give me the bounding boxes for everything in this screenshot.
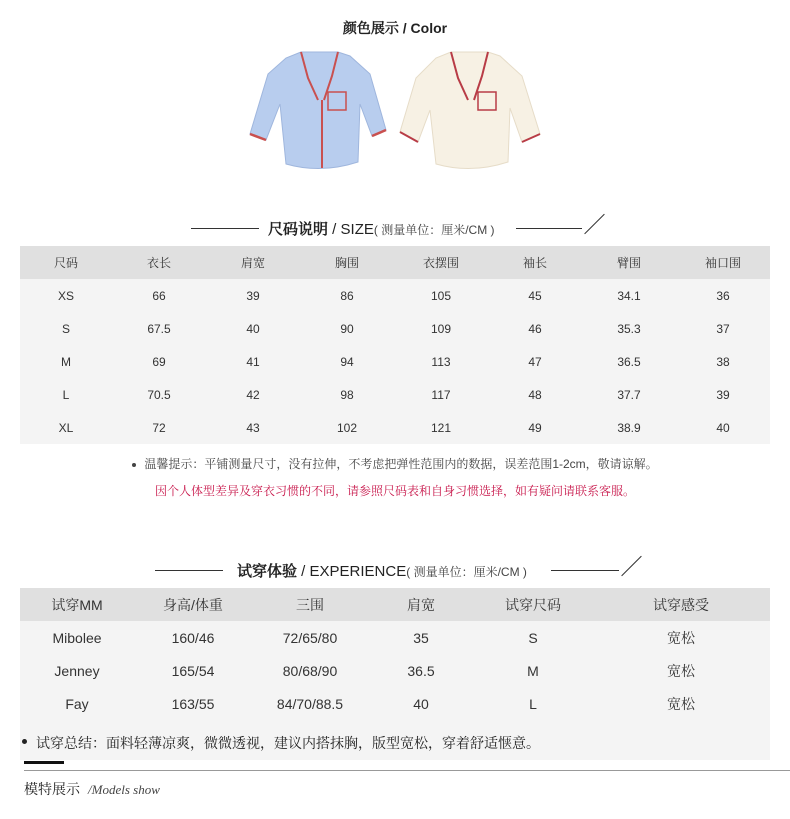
table-cell: 40: [413, 695, 429, 712]
table-cell: 35.3: [617, 321, 641, 336]
table-cell: 86: [340, 288, 354, 303]
column-header: 衣长: [112, 246, 206, 279]
size-section-title: 尺码说明 / SIZE( 测量单位：厘米/CM ): [268, 221, 495, 238]
table-cell: 宽松: [667, 695, 695, 712]
table-cell: Mibolee: [52, 629, 102, 646]
column-header: 袖长: [488, 246, 582, 279]
table-cell: 98: [340, 387, 354, 402]
table-cell: 38: [716, 354, 730, 369]
table-cell: 66: [152, 288, 166, 303]
table-cell: 37: [716, 321, 730, 336]
table-cell: XS: [57, 288, 74, 303]
column-header: 衣摆围: [394, 246, 488, 279]
experience-section-header: [0, 556, 790, 586]
table-cell: 47: [528, 354, 542, 369]
table-cell: 165/54: [171, 662, 215, 679]
header-slash: [621, 556, 642, 577]
table-cell: 43: [246, 420, 260, 435]
table-row: [20, 279, 770, 312]
table-cell: 39: [246, 288, 260, 303]
table-row: [20, 654, 770, 687]
header-slash: [584, 214, 605, 235]
table-cell: 72: [152, 420, 166, 435]
table-cell: 84/70/88.5: [276, 695, 344, 712]
column-header: 臂围: [582, 246, 676, 279]
column-header: 肩宽: [206, 246, 300, 279]
experience-table: [20, 588, 770, 720]
table-cell: 160/46: [171, 629, 215, 646]
column-header: 试穿MM: [20, 588, 134, 621]
table-cell: 42: [246, 387, 260, 402]
table-cell: 45: [528, 288, 542, 303]
experience-section-title: 试穿体验 / EXPERIENCE( 测量单位：厘米/CM ): [237, 563, 527, 580]
table-cell: 94: [340, 354, 354, 369]
header-line-right: [551, 570, 619, 571]
table-cell: 80/68/90: [282, 662, 338, 679]
table-cell: 40: [246, 321, 260, 336]
table-cell: M: [61, 354, 71, 369]
table-cell: 宽松: [667, 662, 695, 679]
table-cell: 36: [716, 288, 730, 303]
column-header: 胸围: [300, 246, 394, 279]
table-cell: 34.1: [617, 288, 641, 303]
column-header: 肩宽: [368, 588, 474, 621]
size-tip: 温馨提示：平铺测量尺寸，没有拉伸，不考虑把弹性范围内的数据，误差范围1-2cm，敬请谅解。: [0, 455, 790, 472]
table-cell: 67.5: [147, 321, 171, 336]
header-line-left: [155, 570, 223, 571]
column-header: 三围: [252, 588, 368, 621]
table-cell: L: [529, 695, 537, 712]
experience-summary: 试穿总结：面料轻薄凉爽，微微透视，建议内搭抹胸，版型宽松，穿着舒适惬意。: [20, 720, 770, 760]
header-line-right: [516, 228, 582, 229]
table-cell: XL: [58, 420, 74, 435]
table-cell: 36.5: [617, 354, 641, 369]
size-table: [20, 246, 770, 444]
table-cell: 36.5: [407, 662, 435, 679]
table-cell: 宽松: [667, 629, 695, 646]
table-row: [20, 621, 770, 654]
table-cell: Fay: [65, 695, 89, 712]
models-section-title: 模特展示 /Models show: [24, 781, 160, 797]
table-cell: 70.5: [147, 387, 171, 402]
column-header: 袖口围: [676, 246, 770, 279]
blue-shirt-body: [250, 52, 386, 169]
table-cell: 90: [340, 321, 354, 336]
table-cell: 105: [430, 288, 452, 303]
table-row: [20, 312, 770, 345]
table-cell: 69: [152, 354, 166, 369]
table-cell: 37.7: [617, 387, 641, 402]
table-cell: 35: [413, 629, 429, 646]
table-cell: S: [61, 321, 70, 336]
table-cell: 102: [336, 420, 358, 435]
bullet-icon: [22, 739, 27, 744]
table-cell: M: [527, 662, 539, 679]
table-cell: 109: [430, 321, 452, 336]
table-row: [20, 378, 770, 411]
column-header: 身高/体重: [134, 588, 252, 621]
size-table-header-row: [20, 246, 770, 279]
models-accent-bar: [24, 761, 64, 764]
table-cell: 48: [528, 387, 542, 402]
table-row: [20, 687, 770, 720]
size-section-header: [0, 214, 790, 244]
table-cell: 46: [528, 321, 542, 336]
table-row: [20, 411, 770, 444]
table-cell: L: [62, 387, 70, 402]
column-header: 试穿尺码: [474, 588, 592, 621]
table-cell: 117: [431, 387, 451, 402]
column-header: 尺码: [20, 246, 112, 279]
column-header: 试穿感受: [592, 588, 770, 621]
table-row: [20, 345, 770, 378]
table-cell: 113: [431, 354, 451, 369]
blue-shirt-image: [246, 44, 396, 179]
table-cell: 121: [430, 420, 452, 435]
models-divider: [24, 770, 790, 771]
white-shirt-image: [396, 44, 546, 179]
table-cell: 49: [528, 420, 542, 435]
color-section-title: 颜色展示 / Color: [342, 20, 448, 36]
table-cell: Jenney: [54, 662, 100, 679]
table-cell: S: [528, 629, 538, 646]
table-cell: 39: [716, 387, 730, 402]
white-shirt-body: [400, 52, 540, 169]
table-cell: 41: [246, 354, 260, 369]
table-cell: 163/55: [171, 695, 215, 712]
experience-table-header-row: [20, 588, 770, 621]
size-warning: 因个人体型差异及穿衣习惯的不同，请参照尺码表和自身习惯选择，如有疑问请联系客服。: [154, 484, 635, 498]
table-cell: 38.9: [617, 420, 641, 435]
table-cell: 72/65/80: [282, 629, 338, 646]
header-line-left: [191, 228, 259, 229]
table-cell: 40: [716, 420, 730, 435]
